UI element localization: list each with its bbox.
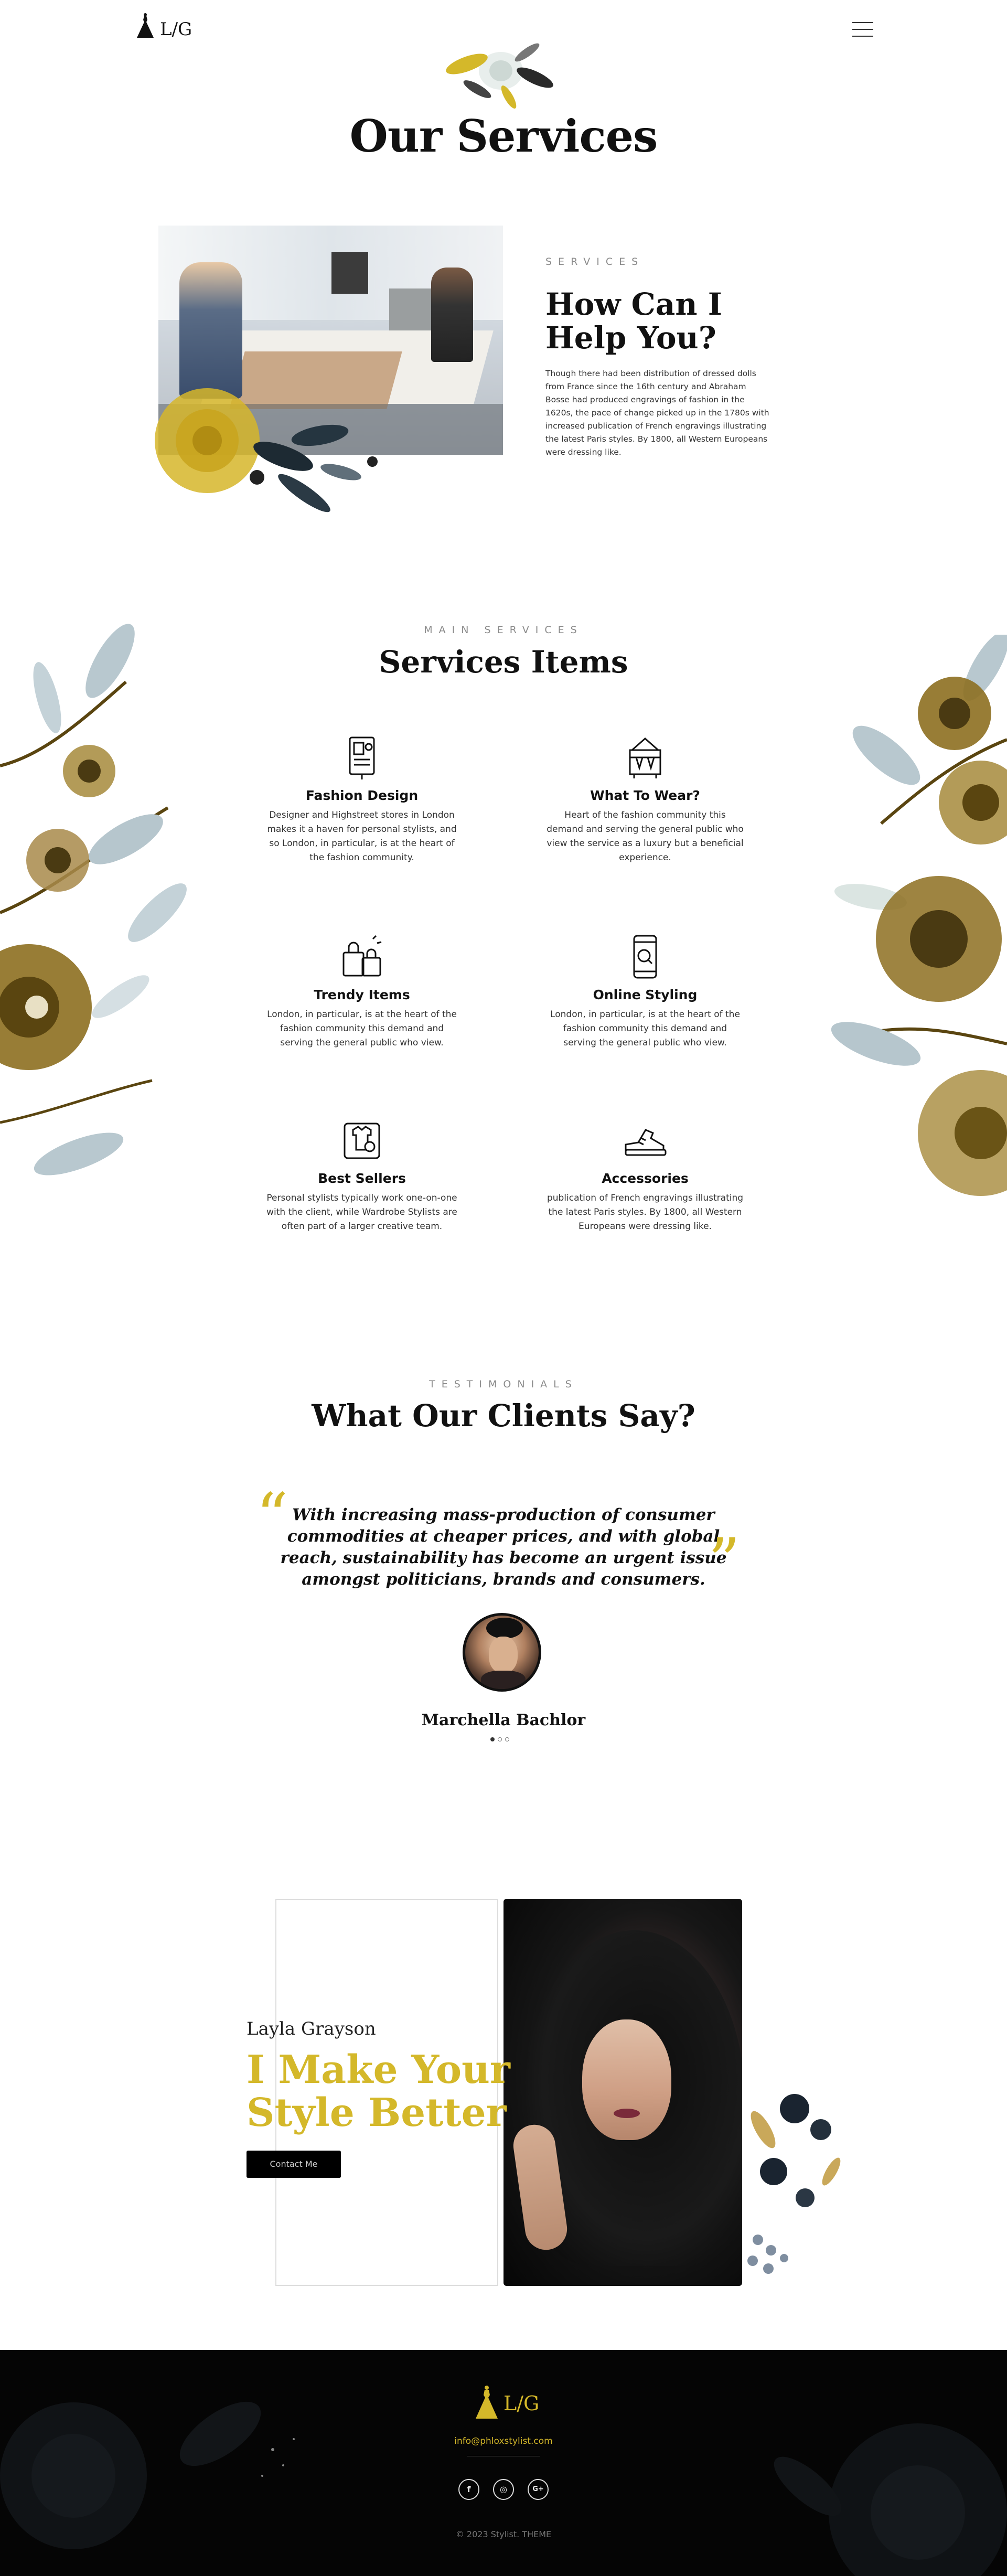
service-item-accessories [545, 1117, 745, 1234]
instagram-icon[interactable]: ◎ [493, 2479, 514, 2500]
section-title: Services Items [379, 644, 628, 680]
section-body: Though there had been distribution of dressed dolls from France since the 16th century and Abraham Bosse had produced engravings of fashion in the 1620s, the pace of change picked up in the 1780s with increased publication of French engravings illustrating the latest Paris styles. By 1800, all Western Europeans were dressing like. [545, 369, 769, 457]
floral-ornament-icon [152, 378, 404, 530]
service-title: Best Sellers [318, 1171, 406, 1186]
carousel-dots[interactable] [490, 1734, 517, 1739]
carousel-dot[interactable] [505, 1737, 509, 1741]
floral-ornament-icon [742, 2067, 852, 2287]
service-title: Fashion Design [305, 788, 419, 803]
floral-ornament-icon [0, 2371, 325, 2576]
service-text: Designer and Highstreet stores in London makes it a haven for personal stylists, and so London, in particular, is at the heart of the fashion community. [267, 810, 457, 863]
section-title: What Our Clients Say? [312, 1398, 695, 1434]
menu-button[interactable] [852, 22, 873, 41]
client-name: Marchella Bachlor [421, 1711, 586, 1729]
quote-close-icon: ” [708, 1525, 741, 1598]
service-item-trendy-items [262, 934, 462, 1050]
testimonial-quote: With increasing mass-production of consumer commodities at cheaper prices, and with global reach, sustainability has become an urgent issue amongst politicians, brands and consumers. [280, 1505, 727, 1589]
service-item-online-styling [545, 934, 745, 1050]
contact-button[interactable]: Contact Me [247, 2151, 341, 2178]
service-title: What To Wear? [590, 788, 700, 803]
footer-logo-text: L/G [504, 2392, 540, 2415]
facebook-icon[interactable]: f [458, 2479, 479, 2500]
floral-ornament-icon [430, 31, 572, 110]
footer [0, 2350, 1007, 2576]
shirt-badge-icon [338, 1117, 385, 1164]
section-eyebrow: MAIN SERVICES [424, 624, 583, 636]
footer-email[interactable]: info@phloxstylist.com [454, 2436, 553, 2446]
wardrobe-icon [622, 734, 669, 782]
logo[interactable] [134, 12, 191, 48]
section-heading: How Can I Help You? [545, 286, 722, 356]
floral-ornament-icon [745, 2381, 1007, 2576]
floral-ornament-icon [0, 619, 194, 1217]
floral-ornament-icon [829, 635, 1007, 1227]
service-title: Accessories [602, 1171, 689, 1186]
service-title: Online Styling [593, 987, 698, 1002]
sewing-board-icon [338, 734, 385, 782]
section-eyebrow: TESTIMONIALS [429, 1378, 578, 1390]
service-item-what-to-wear [545, 734, 745, 865]
service-text: London, in particular, is at the heart of the fashion community this demand and serving the general public who view. [550, 1009, 740, 1048]
smartphone-search-icon [622, 934, 669, 981]
avatar [463, 1613, 541, 1692]
copyright: © 2023 Stylist. THEME [455, 2529, 552, 2539]
model-photo [504, 1899, 742, 2286]
service-item-fashion-design [262, 734, 462, 865]
stylist-name: Layla Grayson [247, 2018, 376, 2039]
service-item-best-sellers [262, 1117, 462, 1234]
page-title: Our Services [349, 110, 658, 162]
google-plus-icon[interactable]: G+ [528, 2479, 549, 2500]
service-text: publication of French engravings illustrating the latest Paris styles. By 1800, all Western Europeans were dressing like. [547, 1193, 744, 1232]
sneaker-icon [622, 1117, 669, 1164]
footer-logo[interactable] [472, 2382, 540, 2428]
logo-text: L/G [160, 19, 192, 40]
quote-open-icon: “ [256, 1480, 288, 1553]
service-text: Personal stylists typically work one-on-one with the client, while Wardrobe Stylists are often part of a larger creative team. [266, 1193, 457, 1232]
service-title: Trendy Items [314, 987, 410, 1002]
service-text: London, in particular, is at the heart of the fashion community this demand and serving the general public who view. [267, 1009, 457, 1048]
carousel-dot[interactable] [498, 1737, 502, 1741]
carousel-dot[interactable] [490, 1737, 495, 1741]
service-text: Heart of the fashion community this demand and serving the general public who view the service as a luxury but a beneficial experience. [547, 810, 744, 863]
promo-headline: I Make Your Style Better [247, 2047, 510, 2135]
section-eyebrow: SERVICES [545, 256, 645, 268]
shopping-bag-icon [338, 934, 385, 981]
hamburger-icon [852, 22, 873, 23]
